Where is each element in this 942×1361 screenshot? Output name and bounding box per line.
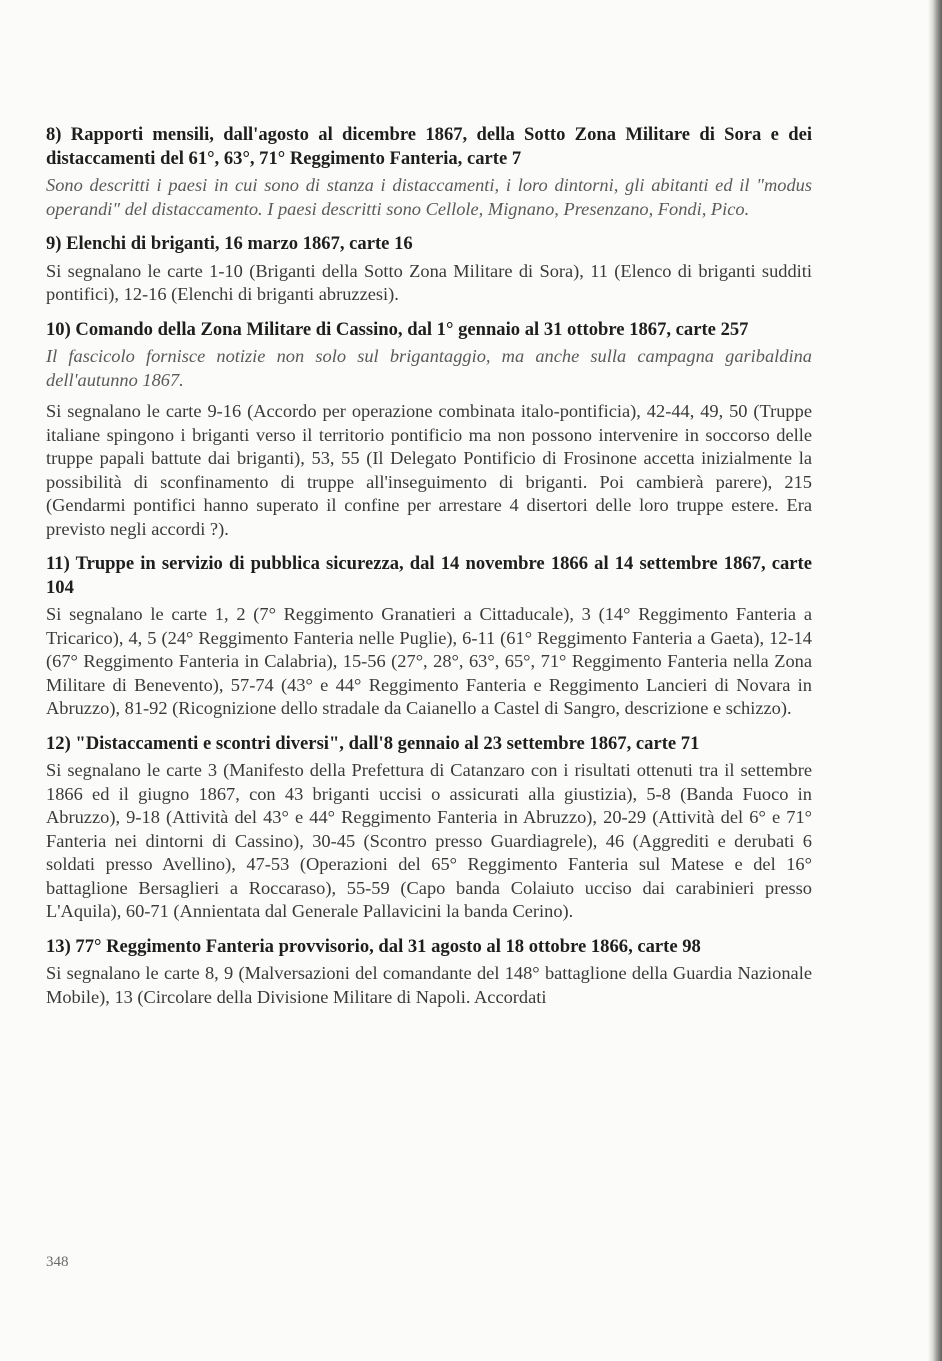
entry-body: Si segnalano le carte 1, 2 (7° Reggimento Granatieri a Cittaducale), 3 (14° Reggimento Fanteria a Tricarico), 4, 5 (24° Reggimento Fanteria nelle Puglie), 6-11 (61° Reggimento Fanteria a Gaeta), 12-14 (67° Reggimento Fanteria in Calabria), 15-56 (27°, 28°, 63°, 65°, 71° Reggimento Fanteria nella Zona Militare di Benevento), 57-74 (43° e 44° Reggimento Fanteria e Reggimento Lancieri di Novara in Abruzzo), 81-92 (Ricognizione dello stradale da Caianello a Castel di Sangro, descrizione e schizzo). <box>46 604 812 718</box>
entry-heading: 10) Comando della Zona Militare di Cassino, dal 1° gennaio al 31 ottobre 1867, carte 257 <box>46 318 749 340</box>
entry-13 <box>46 935 812 1010</box>
entry-heading: 11) Truppe in servizio di pubblica sicurezza, dal 14 novembre 1866 al 14 settembre 1867, carte 104 <box>46 553 812 598</box>
page-number: 348 <box>46 1254 69 1270</box>
entry-heading: 8) Rapporti mensili, dall'agosto al dicembre 1867, della Sotto Zona Militare di Sora e dei distaccamenti del 61°, 63°, 71° Reggimento Fanteria, carte 7 <box>46 124 812 169</box>
entry-description: Sono descritti i paesi in cui sono di stanza i distaccamenti, i loro dintorni, gli abitanti ed il "modus operandi" del distaccamento. I paesi descritti sono Cellole, Mignano, Presenzano, Fondi, Pico. <box>46 175 812 219</box>
entry-body: Si segnalano le carte 9-16 (Accordo per operazione combinata italo-pontificia), 42-44, 49, 50 (Truppe italiane spingono i briganti verso il territorio pontificio ma non possono intervenire in soccorso delle truppe papali battute dai briganti), 53, 55 (Il Delegato Pontificio di Frosinone accetta inizialmente la possibilità di sconfinamento di truppe all'inseguimento di briganti. Poi cambierà parere), 215 (Gendarmi pontifici hanno superato il confine per arrestare 4 disertori delle loro truppe estere. Era previsto negli accordi ?). <box>46 401 812 539</box>
entry-9 <box>46 232 812 307</box>
entry-heading: 13) 77° Reggimento Fanteria provvisorio, dal 31 agosto al 18 ottobre 1866, carte 98 <box>46 935 701 957</box>
entry-body: Si segnalano le carte 8, 9 (Malversazioni del comandante del 148° battaglione della Guardia Nazionale Mobile), 13 (Circolare della Divisione Militare di Napoli. Accordati <box>46 963 812 1007</box>
entry-8 <box>46 123 812 221</box>
page-spine-shadow <box>928 0 942 1361</box>
entry-10 <box>46 318 812 542</box>
entry-body: Si segnalano le carte 3 (Manifesto della Prefettura di Catanzaro con i risultati ottenuti tra il settembre 1866 ed il giugno 1867, con 43 briganti uccisi o assicurati alla giustizia), 5-8 (Banda Fuoco in Abruzzo), 9-18 (Attività del 43° e 44° Reggimento Fanteria in Abruzzo), 20-29 (Attività del 6° e 71° Fanteria nei dintorni di Cassino), 30-45 (Scontro presso Guardiagrele), 46 (Aggrediti e derubati 6 soldati presso Avellino), 47-53 (Operazioni del 65° Reggimento Fanteria sul Matese e del 16° battaglione Bersaglieri a Roccaraso), 55-59 (Capo banda Colaiuto ucciso dai carabinieri presso L'Aquila), 60-71 (Annientata dal Generale Pallavicini la banda Cerino). <box>46 760 812 921</box>
entry-body: Si segnalano le carte 1-10 (Briganti della Sotto Zona Militare di Sora), 11 (Elenco di briganti sudditi pontifici), 12-16 (Elenchi di briganti abruzzesi). <box>46 260 812 304</box>
entry-heading: 9) Elenchi di briganti, 16 marzo 1867, carte 16 <box>46 233 413 254</box>
entry-description: Il fascicolo fornisce notizie non solo sul brigantaggio, ma anche sulla campagna garibaldina dell'autunno 1867. <box>46 346 812 390</box>
entry-12 <box>46 732 812 924</box>
page-content <box>46 123 812 1020</box>
entry-11 <box>46 552 812 721</box>
entry-heading: 12) "Distaccamenti e scontri diversi", dall'8 gennaio al 23 settembre 1867, carte 71 <box>46 732 700 754</box>
